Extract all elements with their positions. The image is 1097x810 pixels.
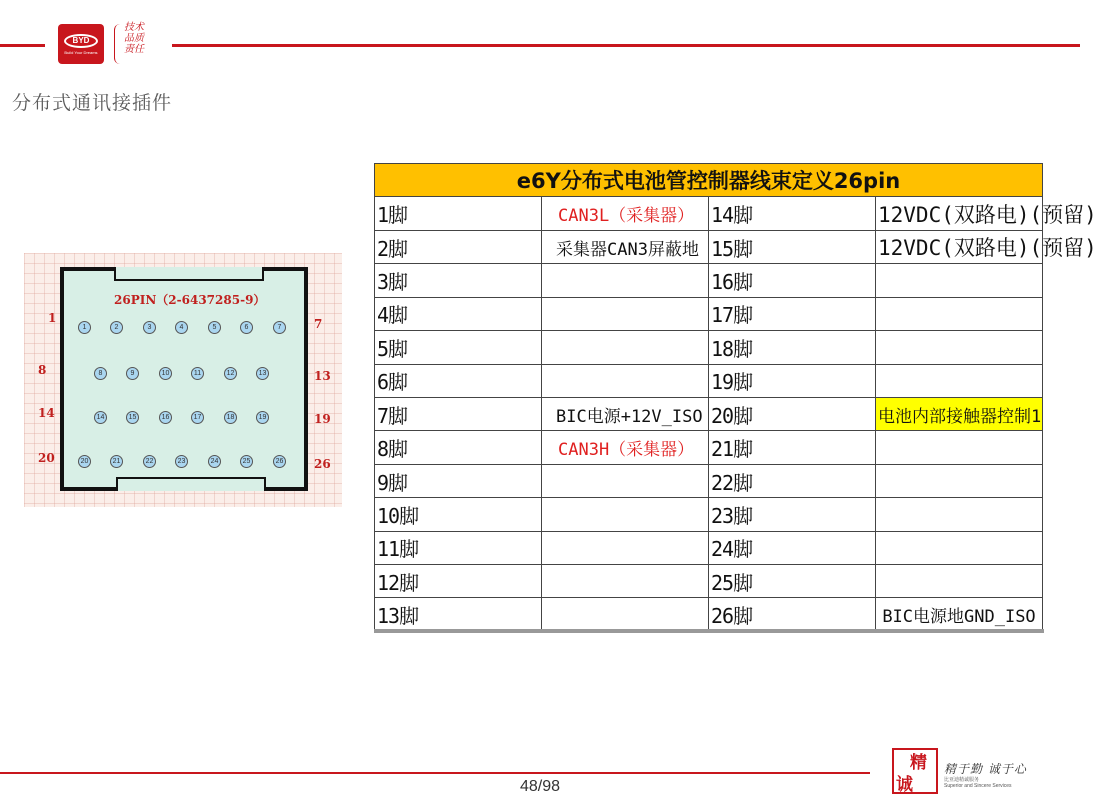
connector-pin: 25	[240, 455, 253, 468]
table-cell-left-function	[542, 598, 709, 632]
connector-left-number: 8	[38, 363, 47, 377]
connector-pin: 14	[94, 411, 107, 424]
page-number: 48/98	[519, 778, 561, 795]
connector-pin: 8	[94, 367, 107, 380]
connector-left-number: 14	[38, 406, 55, 420]
page-title: 分布式通讯接插件	[12, 92, 173, 114]
connector-right-number: 13	[314, 369, 331, 383]
table-cell-right-pin: 21脚	[709, 431, 876, 464]
table-cell-left-function: BIC电源+12V_ISO	[542, 397, 709, 430]
table-cell-right-function: BIC电源地GND_ISO	[876, 598, 1043, 632]
footer-logo-char-2: 诚	[896, 775, 913, 795]
connector-body	[60, 267, 308, 491]
footer-rule	[0, 772, 870, 774]
connector-pin: 17	[191, 411, 204, 424]
connector-left-number: 1	[48, 311, 57, 325]
connector-pin: 6	[240, 321, 253, 334]
table-cell-right-pin: 26脚	[709, 598, 876, 632]
connector-pin: 21	[110, 455, 123, 468]
table-cell-right-function	[876, 531, 1043, 564]
table-cell-left-function	[542, 264, 709, 297]
footer-logo	[892, 748, 938, 794]
table-cell-right-pin: 14脚	[709, 197, 876, 230]
connector-right-number: 19	[314, 412, 331, 426]
byd-logo-mark: BYD	[64, 34, 98, 48]
table-cell-left-pin: 8脚	[375, 431, 542, 464]
table-cell-left-pin: 2脚	[375, 230, 542, 263]
table-cell-right-pin: 19脚	[709, 364, 876, 397]
table-cell-right-pin: 18脚	[709, 331, 876, 364]
table-cell-left-function: CAN3H（采集器）	[542, 431, 709, 464]
table-cell-right-pin: 25脚	[709, 565, 876, 598]
table-cell-left-pin: 7脚	[375, 397, 542, 430]
table-cell-right-function	[876, 297, 1043, 330]
table-cell-left-function	[542, 565, 709, 598]
connector-pin: 11	[191, 367, 204, 380]
connector-label: 26PIN（2-6437285-9）	[114, 293, 266, 307]
table-cell-right-function: 12VDC(双路电)(预留)	[876, 230, 1043, 263]
table-row	[375, 464, 1043, 497]
table-row	[375, 498, 1043, 531]
connector-pin: 7	[273, 321, 286, 334]
table-cell-right-function	[876, 331, 1043, 364]
header-rule-left	[0, 44, 45, 47]
table-cell-left-pin: 3脚	[375, 264, 542, 297]
table-cell-left-pin: 11脚	[375, 531, 542, 564]
footer-logo-char-1: 精	[910, 753, 927, 773]
connector-top-notch	[114, 267, 264, 281]
table-row	[375, 297, 1043, 330]
table-cell-left-function	[542, 498, 709, 531]
table-cell-right-function	[876, 498, 1043, 531]
header-rule-right	[172, 44, 1080, 47]
seal-logo	[114, 20, 158, 68]
table-cell-left-pin: 12脚	[375, 565, 542, 598]
table-row	[375, 264, 1043, 297]
connector-pin: 3	[143, 321, 156, 334]
connector-diagram	[24, 253, 342, 507]
table-cell-left-pin: 6脚	[375, 364, 542, 397]
pin-definition-table	[374, 163, 1097, 632]
table-row	[375, 397, 1043, 430]
table-cell-right-function	[876, 464, 1043, 497]
table-row	[375, 431, 1043, 464]
connector-pin: 2	[110, 321, 123, 334]
connector-pin: 13	[256, 367, 269, 380]
table-cell-right-function: 电池内部接触器控制1	[876, 397, 1043, 430]
table-cell-right-function	[876, 264, 1043, 297]
connector-pin: 16	[159, 411, 172, 424]
seal-text: 技术 品质 责任	[124, 22, 144, 55]
connector-pin: 19	[256, 411, 269, 424]
table-cell-left-pin: 4脚	[375, 297, 542, 330]
table-cell-left-function	[542, 297, 709, 330]
table-cell-right-function	[876, 565, 1043, 598]
connector-right-number: 7	[314, 317, 323, 331]
connector-pin: 15	[126, 411, 139, 424]
table-cell-right-pin: 24脚	[709, 531, 876, 564]
table-cell-left-pin: 5脚	[375, 331, 542, 364]
connector-pin: 1	[78, 321, 91, 334]
connector-pin: 5	[208, 321, 221, 334]
table-cell-left-function	[542, 531, 709, 564]
table-row	[375, 331, 1043, 364]
table-cell-right-pin: 17脚	[709, 297, 876, 330]
table-row	[375, 531, 1043, 564]
connector-pin: 10	[159, 367, 172, 380]
table-title-row	[375, 164, 1043, 197]
table-cell-left-pin: 10脚	[375, 498, 542, 531]
footer-slogan: 精于勤 诚于心	[944, 762, 1027, 776]
table-row	[375, 197, 1043, 230]
table-title: e6Y分布式电池管控制器线束定义26pin	[375, 164, 1043, 197]
connector-right-number: 26	[314, 457, 331, 471]
seal-bracket	[114, 24, 120, 64]
connector-pin: 24	[208, 455, 221, 468]
connector-pin: 4	[175, 321, 188, 334]
table-cell-left-function	[542, 331, 709, 364]
table-cell-right-pin: 16脚	[709, 264, 876, 297]
table-cell-left-function	[542, 364, 709, 397]
connector-left-number: 20	[38, 451, 55, 465]
footer-subtext: 比亚迪精诚服务	[944, 777, 980, 783]
table-cell-left-function: 采集器CAN3屏蔽地	[542, 230, 709, 263]
connector-bottom-notch	[116, 477, 266, 491]
connector-pin: 26	[273, 455, 286, 468]
table-cell-right-pin: 20脚	[709, 397, 876, 430]
table-cell-left-pin: 1脚	[375, 197, 542, 230]
connector-pin: 18	[224, 411, 237, 424]
table-row	[375, 230, 1043, 263]
byd-slogan: Build Your Dreams	[64, 49, 98, 55]
connector-pin: 12	[224, 367, 237, 380]
table-row	[375, 565, 1043, 598]
table-cell-right-pin: 22脚	[709, 464, 876, 497]
connector-pin: 23	[175, 455, 188, 468]
connector-pin: 9	[126, 367, 139, 380]
table-cell-left-pin: 13脚	[375, 598, 542, 632]
footer-english: Superior and Sincere Services	[944, 783, 1012, 789]
table-cell-left-function: CAN3L（采集器）	[542, 197, 709, 230]
table-cell-left-function	[542, 464, 709, 497]
table-cell-right-pin: 23脚	[709, 498, 876, 531]
table-cell-left-pin: 9脚	[375, 464, 542, 497]
byd-logo	[58, 24, 104, 64]
table-shadow	[374, 629, 1044, 633]
table-cell-right-function: 12VDC(双路电)(预留)	[876, 197, 1043, 230]
table-cell-right-function	[876, 431, 1043, 464]
connector-pin: 22	[143, 455, 156, 468]
table-row	[375, 364, 1043, 397]
connector-pin: 20	[78, 455, 91, 468]
table-cell-right-pin: 15脚	[709, 230, 876, 263]
table-row	[375, 598, 1043, 632]
table-cell-right-function	[876, 364, 1043, 397]
